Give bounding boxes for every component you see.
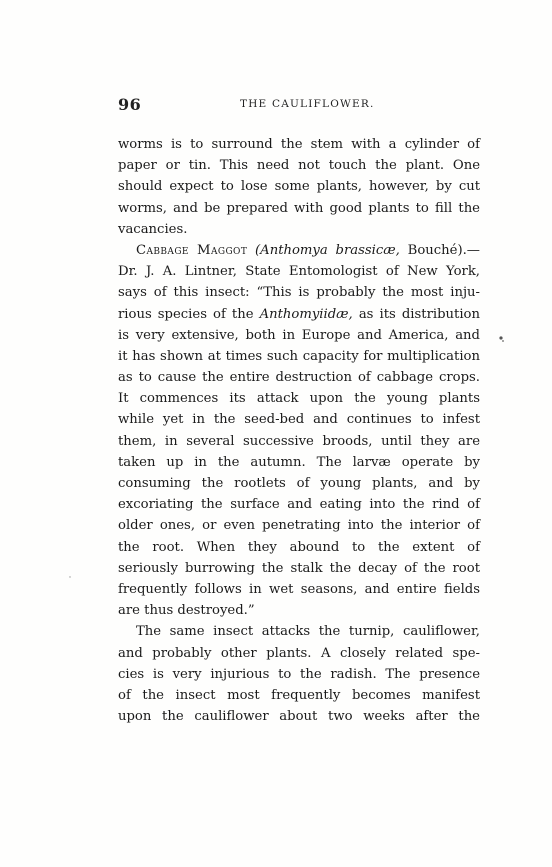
- ink-speck: [499, 336, 502, 339]
- text-line: paper or tin. This need not touch the plant. One: [118, 158, 480, 174]
- text-line: worms is to surround the stem with a cylinder of: [118, 137, 480, 152]
- text-line: The same insect attacks the turnip, cauliflower,: [136, 624, 480, 640]
- species-author: Bouché).—: [407, 242, 480, 258]
- family-name: Anthomyiidæ,: [259, 306, 353, 322]
- text-line: worms, and be prepared with good plants to fill the: [118, 200, 480, 216]
- text-line: are thus destroyed.”: [118, 603, 255, 619]
- text-line: as to cause the entire destruction of cabbage crops.: [118, 370, 480, 386]
- text-line: excoriating the surface and eating into the rind of: [118, 497, 480, 513]
- text-span: as its distribution: [358, 306, 480, 322]
- text-line: and probably other plants. A closely related spe-: [118, 645, 480, 661]
- text-span: rious species of the: [118, 306, 254, 322]
- text-line: taken up in the autumn. The larvæ operate by: [118, 454, 480, 470]
- ink-speck: [69, 576, 70, 577]
- text-line: upon the cauliflower about two weeks after the: [118, 709, 480, 725]
- text-line: older ones, or even penetrating into the interior of: [118, 518, 480, 534]
- section-heading: Cabbage Maggot: [136, 242, 248, 258]
- text-line: is very extensive, both in Europe and America, and: [118, 327, 480, 343]
- text-line: Dr. J. A. Lintner, State Entomologist of New York,: [118, 264, 480, 280]
- section-heading-line: [118, 240, 480, 261]
- text-line: says of this insect: “This is probably the most inju-: [118, 285, 480, 301]
- text-line: vacancies.: [118, 221, 188, 237]
- text-line: frequently follows in wet seasons, and entire fields: [118, 581, 480, 597]
- ink-speck: [502, 340, 504, 342]
- running-title: THE CAULIFLOWER.: [240, 98, 375, 110]
- page-header: [118, 95, 480, 117]
- text-line: them, in several successive broods, until they are: [118, 433, 480, 449]
- species-name: (Anthomya brassicæ,: [255, 242, 400, 258]
- text-line: cies is very injurious to the radish. The presence: [118, 666, 480, 682]
- text-line: should expect to lose some plants, however, by cut: [118, 179, 480, 195]
- text-line: it has shown at times such capacity for multiplication: [118, 348, 480, 364]
- text-line: consuming the rootlets of young plants, and by: [118, 476, 480, 491]
- text-line: It commences its attack upon the young plants: [118, 391, 480, 407]
- text-line-with-family-name: [118, 304, 480, 325]
- text-line: of the insect most frequently becomes manifest: [118, 687, 480, 703]
- text-line: while yet in the seed-bed and continues to infest: [118, 412, 480, 428]
- body-text: [118, 134, 480, 727]
- text-line: the root. When they abound to the extent of: [118, 539, 480, 555]
- text-line: seriously burrowing the stalk the decay of the root: [118, 560, 480, 576]
- page-number: 96: [118, 95, 142, 114]
